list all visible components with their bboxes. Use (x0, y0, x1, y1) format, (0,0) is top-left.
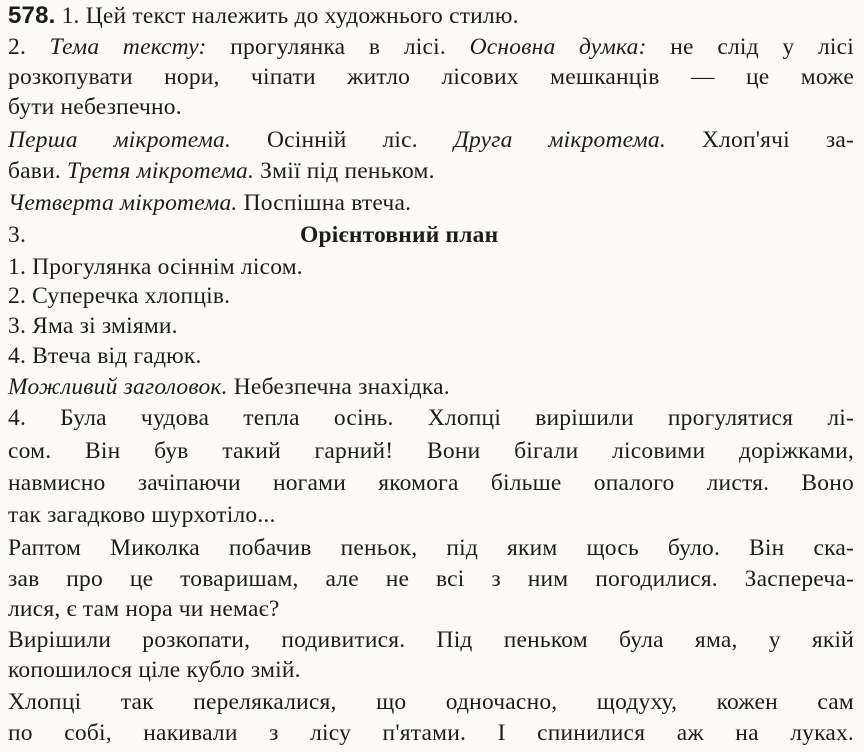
plan-item: 3. Яма зі зміями. (8, 313, 178, 339)
plan-number: 3. (8, 222, 27, 248)
possible-heading: Можливий заголовок. Небезпечна знахідка. (8, 374, 450, 400)
topic-label: Тема тексту: (49, 34, 207, 60)
style-answer: 1. Цей текст належить до художнього стилю. (61, 3, 519, 29)
plan-title: Орієнтовний план (300, 222, 499, 248)
story-line: зав про це товаришам, але не всі з ним погодилися. Засперечa- (8, 566, 854, 592)
story-line: 4. Була чудова тепла осінь. Хлопці вирішили прогулятися лі- (8, 405, 854, 431)
line-4: бути небезпечно. (8, 94, 182, 120)
story-line: копошилося ціле кубло змій. (8, 657, 301, 683)
topic-text: прогулянка в лісі. (230, 34, 446, 60)
story-line: навмисно зачіпаючи ногами якомога більше опалого листя. Воно (8, 470, 854, 496)
story-line: Раптом Миколка побачив пеньок, під яким щось було. Він ска- (8, 535, 854, 561)
story-line: лися, є там нора чи немає? (8, 596, 280, 622)
story-line: так загадково шурхотіло... (8, 502, 276, 528)
line-1 (8, 2, 519, 30)
line-7: Четверта мікротема. Поспішна втеча. (8, 190, 412, 216)
story-line: сом. Він був такий гарний! Вони бігали лісовими доріжками, (8, 438, 854, 464)
story-line: по собі, накивали з лісу п'ятами. І спинилися аж на луках. (8, 720, 854, 746)
plan-item: 4. Втеча від гадюк. (8, 343, 202, 369)
line-3: розкопувати нори, чіпати житло лісових мешканців — це може (8, 64, 854, 90)
story-line: Вирішили розкопати, подивитися. Під пеньком була яма, у якій (8, 627, 854, 653)
exercise-number: 578. (8, 2, 56, 29)
story-line: Хлопці так перелякалися, що одночасно, щодуху, кожен сам (8, 689, 854, 715)
plan-item: 1. Прогулянка осіннім лісом. (8, 254, 303, 280)
idea-label: Основна думка: (469, 34, 647, 60)
line-2: 2. Тема тексту: прогулянка в лісі. Основна думка: не слід у лісі (8, 34, 855, 60)
plan-item: 2. Суперечка хлопців. (8, 283, 231, 309)
line-6: бави. Третя мікротема. Змії під пеньком. (8, 158, 435, 184)
line-5: Перша мікротема. Осінній ліс. Друга мікротема. Хлоп'ячі за- (8, 127, 854, 153)
